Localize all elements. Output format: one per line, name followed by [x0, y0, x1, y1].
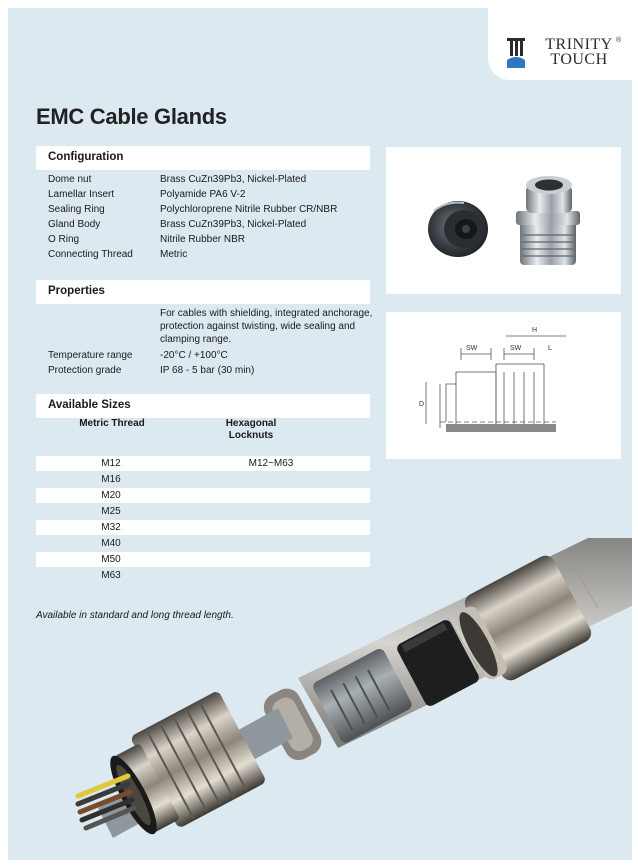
- prop-value: IP 68 - 5 bar (30 min): [160, 365, 255, 376]
- footnote: Available in standard and long thread length.: [36, 610, 234, 621]
- col-header-metric: Metric Thread: [79, 418, 145, 429]
- brand-line2: TOUCH: [550, 51, 608, 68]
- size-metric: M16: [101, 474, 121, 485]
- configuration-heading: Configuration: [36, 146, 370, 170]
- col-header-hex-line2: Locknuts: [228, 430, 274, 441]
- config-label: Sealing Ring: [48, 204, 105, 215]
- cable-assembly-photo-icon: [68, 538, 632, 860]
- cable-assembly-photo: [68, 538, 632, 860]
- config-value: Polychloroprene Nitrile Rubber CR/NBR: [160, 204, 338, 215]
- page-title: EMC Cable Glands: [36, 104, 227, 129]
- drawing-label-sw1: SW: [466, 345, 478, 352]
- config-value: Nitrile Rubber NBR: [160, 234, 246, 245]
- prop-label: Protection grade: [48, 365, 122, 376]
- cable-gland-photo-icon: [386, 147, 621, 294]
- technical-drawing: [386, 312, 621, 459]
- datasheet-page: [8, 8, 632, 860]
- properties-description: For cables with shielding, integrated anchorage, protection against twisting, wide sealing and clamping range.: [160, 308, 373, 345]
- table-row: [36, 504, 370, 519]
- config-label: Gland Body: [48, 219, 101, 230]
- sizes-heading: Available Sizes: [36, 394, 370, 418]
- trinity-touch-logo-icon: [507, 38, 525, 68]
- config-value: Brass CuZn39Pb3, Nickel-Plated: [160, 174, 307, 185]
- configuration-list: [48, 172, 378, 267]
- prop-value: -20°C / +100°C: [160, 350, 228, 361]
- drawing-label-h: H: [532, 327, 538, 334]
- config-value: Metric: [160, 249, 188, 260]
- technical-drawing-icon: [386, 312, 621, 459]
- brand-line1: TRINITY: [545, 36, 613, 53]
- size-metric: M40: [101, 538, 121, 549]
- prop-label: Temperature range: [48, 350, 133, 361]
- config-label: O Ring: [48, 234, 80, 245]
- config-value: Polyamide PA6 V-2: [160, 189, 246, 200]
- drawing-label-sw2: SW: [510, 345, 522, 352]
- registered-mark: ®: [616, 37, 622, 44]
- cable-gland-photo: [386, 147, 621, 294]
- properties-list: [48, 348, 378, 378]
- size-metric: M63: [101, 570, 121, 581]
- size-metric: M12: [101, 458, 121, 469]
- col-header-hexagonal: [196, 418, 306, 442]
- table-row: [36, 520, 370, 535]
- brand-logo: [488, 8, 634, 80]
- size-metric: M50: [101, 554, 121, 565]
- config-label: Lamellar Insert: [48, 189, 115, 200]
- size-metric: M25: [101, 506, 121, 517]
- properties-heading: Properties: [36, 280, 370, 304]
- brand-name: [532, 37, 626, 67]
- size-metric: M20: [101, 490, 121, 501]
- drawing-label-l: L: [548, 345, 552, 352]
- config-label: Connecting Thread: [48, 249, 133, 260]
- config-label: Dome nut: [48, 174, 92, 185]
- col-header-hex-line1: Hexagonal: [225, 418, 277, 429]
- drawing-label-d: D: [419, 401, 425, 408]
- table-row: [36, 488, 370, 503]
- config-value: Brass CuZn39Pb3, Nickel-Plated: [160, 219, 307, 230]
- table-row: [36, 456, 370, 471]
- table-row: [36, 472, 370, 487]
- size-metric: M32: [101, 522, 121, 533]
- size-hex: M12~M63: [248, 458, 294, 469]
